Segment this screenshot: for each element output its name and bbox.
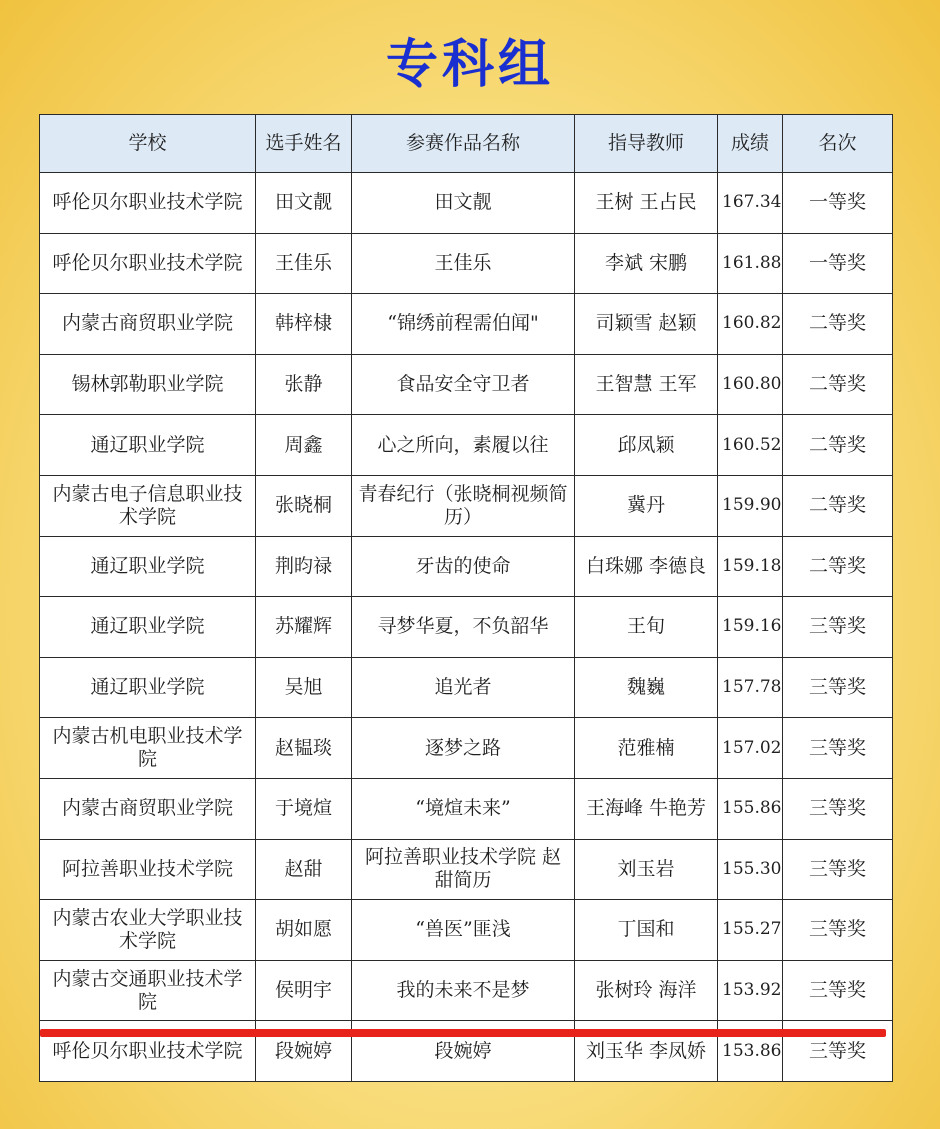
school-cell: 呼伦贝尔职业技术学院 xyxy=(40,233,256,294)
school-cell: 锡林郭勒职业学院 xyxy=(40,354,256,415)
table-row xyxy=(40,173,893,234)
contestant-cell: 于境煊 xyxy=(256,778,352,839)
score-cell: 159.90 xyxy=(718,475,783,536)
rank-cell: 三等奖 xyxy=(783,657,893,718)
score-cell: 167.34 xyxy=(718,173,783,234)
rank-cell: 二等奖 xyxy=(783,415,893,476)
school-cell: 通辽职业学院 xyxy=(40,415,256,476)
advisor-cell: 王海峰 牛艳芳 xyxy=(575,778,718,839)
contestant-cell: 吴旭 xyxy=(256,657,352,718)
contestant-cell: 张静 xyxy=(256,354,352,415)
score-cell: 155.27 xyxy=(718,900,783,961)
score-cell: 155.86 xyxy=(718,778,783,839)
advisor-cell: 邱凤颖 xyxy=(575,415,718,476)
score-cell: 153.86 xyxy=(718,1021,783,1082)
contestant-cell: 胡如愿 xyxy=(256,900,352,961)
contestant-cell: 荆昀禄 xyxy=(256,536,352,597)
rank-cell: 三等奖 xyxy=(783,839,893,900)
table-row xyxy=(40,839,893,900)
school-cell: 通辽职业学院 xyxy=(40,597,256,658)
column-header-advisor: 指导教师 xyxy=(575,115,718,173)
rank-cell: 一等奖 xyxy=(783,233,893,294)
column-header-score: 成绩 xyxy=(718,115,783,173)
rank-cell: 一等奖 xyxy=(783,173,893,234)
school-cell: 内蒙古电子信息职业技术学院 xyxy=(40,475,256,536)
advisor-cell: 刘玉岩 xyxy=(575,839,718,900)
score-cell: 160.82 xyxy=(718,294,783,355)
contestant-cell: 韩梓棣 xyxy=(256,294,352,355)
work-title-cell: 追光者 xyxy=(352,657,575,718)
work-title-cell: “兽医”匪浅 xyxy=(352,900,575,961)
school-cell: 呼伦贝尔职业技术学院 xyxy=(40,173,256,234)
work-title-cell: 阿拉善职业技术学院 赵甜简历 xyxy=(352,839,575,900)
table-header-row xyxy=(40,115,893,173)
contestant-cell: 田文靓 xyxy=(256,173,352,234)
work-title-cell: 我的未来不是梦 xyxy=(352,960,575,1021)
advisor-cell: 司颖雪 赵颖 xyxy=(575,294,718,355)
page-title: 专科组 xyxy=(385,35,554,95)
school-cell: 通辽职业学院 xyxy=(40,657,256,718)
column-header-school: 学校 xyxy=(40,115,256,173)
cutoff-line xyxy=(40,1029,886,1037)
advisor-cell: 刘玉华 李凤娇 xyxy=(575,1021,718,1082)
contestant-cell: 赵甜 xyxy=(256,839,352,900)
score-cell: 155.30 xyxy=(718,839,783,900)
column-header-rank: 名次 xyxy=(783,115,893,173)
school-cell: 内蒙古商贸职业学院 xyxy=(40,294,256,355)
school-cell: 呼伦贝尔职业技术学院 xyxy=(40,1021,256,1082)
score-cell: 157.02 xyxy=(718,718,783,779)
score-cell: 160.80 xyxy=(718,354,783,415)
advisor-cell: 张树玲 海洋 xyxy=(575,960,718,1021)
work-title-cell: “境煊未来” xyxy=(352,778,575,839)
school-cell: 内蒙古机电职业技术学院 xyxy=(40,718,256,779)
work-title-cell: 段婉婷 xyxy=(352,1021,575,1082)
score-cell: 161.88 xyxy=(718,233,783,294)
advisor-cell: 魏巍 xyxy=(575,657,718,718)
advisor-cell: 丁国和 xyxy=(575,900,718,961)
advisor-cell: 冀丹 xyxy=(575,475,718,536)
table-row xyxy=(40,354,893,415)
school-cell: 通辽职业学院 xyxy=(40,536,256,597)
contestant-cell: 赵韫琰 xyxy=(256,718,352,779)
column-header-contestant: 选手姓名 xyxy=(256,115,352,173)
school-cell: 内蒙古农业大学职业技术学院 xyxy=(40,900,256,961)
contestant-cell: 侯明宇 xyxy=(256,960,352,1021)
rank-cell: 二等奖 xyxy=(783,536,893,597)
rank-cell: 二等奖 xyxy=(783,354,893,415)
table-row xyxy=(40,233,893,294)
table-row xyxy=(40,475,893,536)
score-cell: 159.18 xyxy=(718,536,783,597)
contestant-cell: 周鑫 xyxy=(256,415,352,476)
work-title-cell: 牙齿的使命 xyxy=(352,536,575,597)
rank-cell: 三等奖 xyxy=(783,597,893,658)
school-cell: 阿拉善职业技术学院 xyxy=(40,839,256,900)
work-title-cell: 心之所向，素履以往 xyxy=(352,415,575,476)
contestant-cell: 王佳乐 xyxy=(256,233,352,294)
school-cell: 内蒙古交通职业技术学院 xyxy=(40,960,256,1021)
work-title-cell: 田文靓 xyxy=(352,173,575,234)
rank-cell: 三等奖 xyxy=(783,718,893,779)
table-row xyxy=(40,597,893,658)
advisor-cell: 王智慧 王军 xyxy=(575,354,718,415)
column-header-work-title: 参赛作品名称 xyxy=(352,115,575,173)
work-title-cell: 王佳乐 xyxy=(352,233,575,294)
table-row xyxy=(40,294,893,355)
rank-cell: 三等奖 xyxy=(783,1021,893,1082)
results-table-container xyxy=(39,114,892,1082)
work-title-cell: 逐梦之路 xyxy=(352,718,575,779)
score-cell: 160.52 xyxy=(718,415,783,476)
table-row xyxy=(40,415,893,476)
table-row xyxy=(40,536,893,597)
contestant-cell: 苏耀辉 xyxy=(256,597,352,658)
table-row xyxy=(40,960,893,1021)
advisor-cell: 王旬 xyxy=(575,597,718,658)
work-title-cell: 食品安全守卫者 xyxy=(352,354,575,415)
school-cell: 内蒙古商贸职业学院 xyxy=(40,778,256,839)
contestant-cell: 段婉婷 xyxy=(256,1021,352,1082)
advisor-cell: 王树 王占民 xyxy=(575,173,718,234)
rank-cell: 三等奖 xyxy=(783,960,893,1021)
rank-cell: 三等奖 xyxy=(783,778,893,839)
table-row xyxy=(40,778,893,839)
table-row xyxy=(40,718,893,779)
contestant-cell: 张晓桐 xyxy=(256,475,352,536)
score-cell: 153.92 xyxy=(718,960,783,1021)
table-row xyxy=(40,657,893,718)
advisor-cell: 白珠娜 李德良 xyxy=(575,536,718,597)
rank-cell: 三等奖 xyxy=(783,900,893,961)
advisor-cell: 李斌 宋鹏 xyxy=(575,233,718,294)
advisor-cell: 范雅楠 xyxy=(575,718,718,779)
score-cell: 157.78 xyxy=(718,657,783,718)
work-title-cell: 青春纪行（张晓桐视频简历） xyxy=(352,475,575,536)
score-cell: 159.16 xyxy=(718,597,783,658)
results-table xyxy=(39,114,893,1082)
rank-cell: 二等奖 xyxy=(783,475,893,536)
work-title-cell: 寻梦华夏，不负韶华 xyxy=(352,597,575,658)
table-row xyxy=(40,900,893,961)
rank-cell: 二等奖 xyxy=(783,294,893,355)
work-title-cell: “锦绣前程需伯闻" xyxy=(352,294,575,355)
